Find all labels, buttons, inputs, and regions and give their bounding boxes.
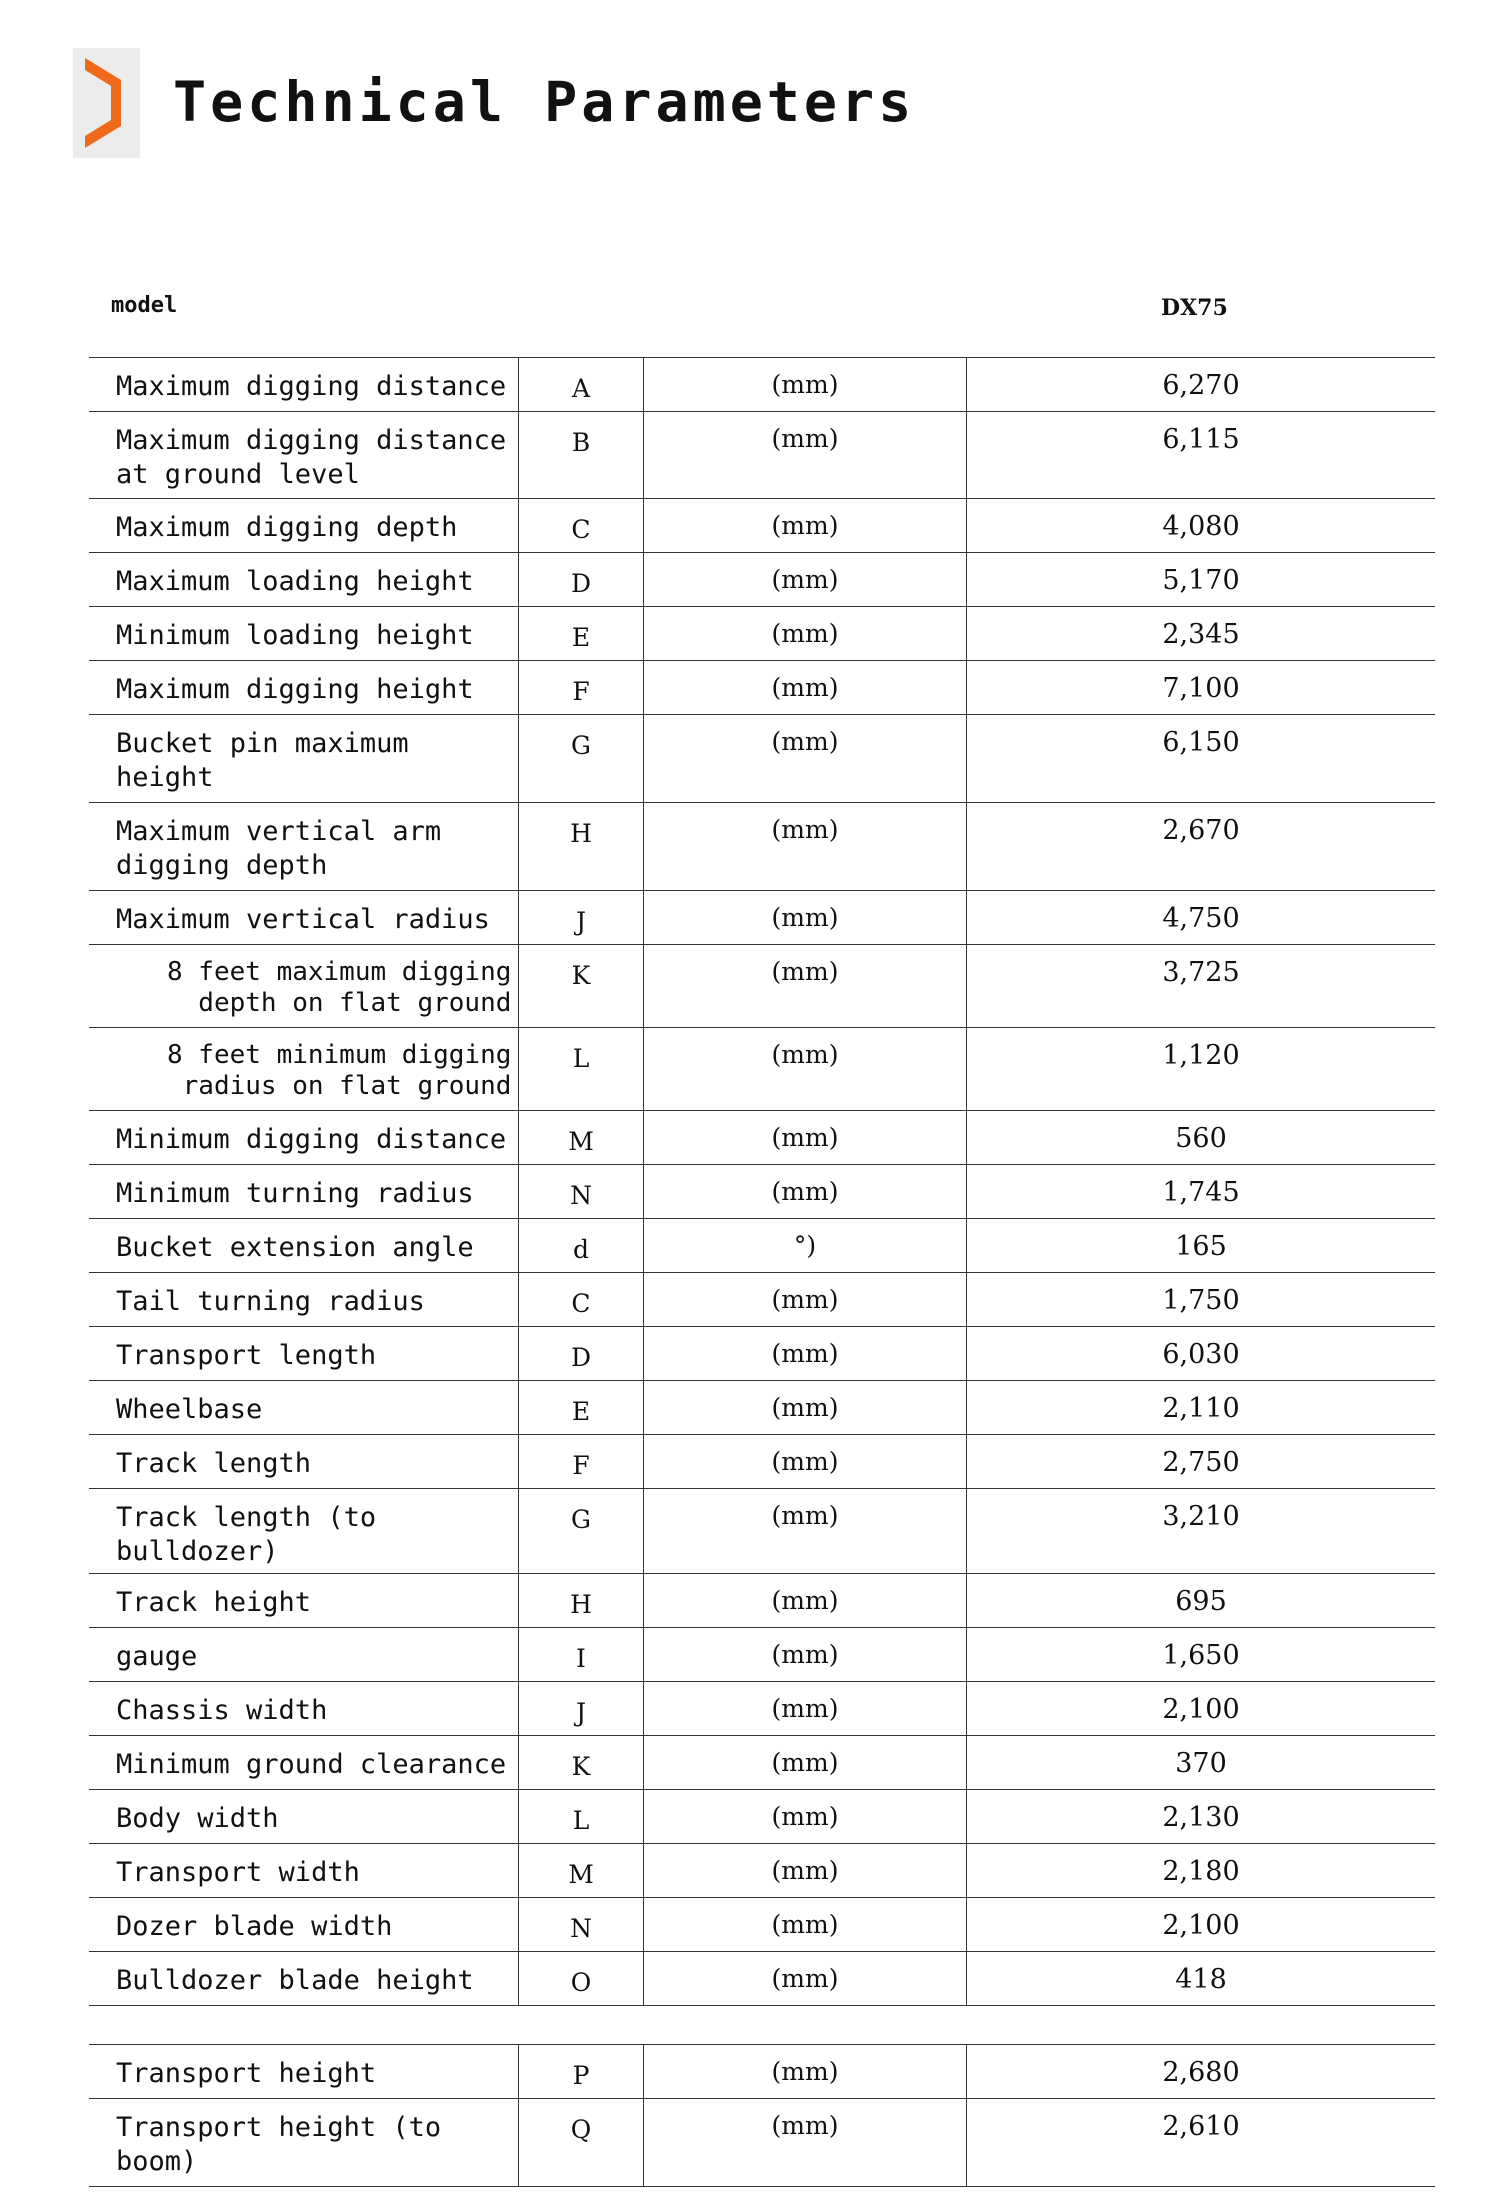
parameter-name: Track length (to bulldozer) [89,1489,519,1574]
parameter-unit: (mm) [644,1273,967,1327]
parameter-name: Minimum loading height [89,607,519,661]
table-row [89,891,1435,945]
table-row [89,945,1435,1028]
parameter-unit: (mm) [644,1327,967,1381]
table-row [89,1736,1435,1790]
parameter-name: Transport height [89,2045,519,2099]
parameter-code: A [519,358,644,412]
parameter-unit: (mm) [644,553,967,607]
parameter-unit: (mm) [644,2045,967,2099]
parameter-name: Transport length [89,1327,519,1381]
parameter-name: Bucket extension angle [89,1219,519,1273]
parameter-code: O [519,1952,644,2006]
table-row [89,553,1435,607]
table-row [89,358,1435,412]
table-row [89,1111,1435,1165]
parameter-value: 2,110 [967,1381,1436,1435]
parameter-value: 6,270 [967,358,1436,412]
parameter-name: 8 feet minimum digging radius on flat ground [89,1028,519,1111]
table-row [89,1489,1435,1574]
parameter-code: D [519,553,644,607]
parameter-value: 2,680 [967,2045,1436,2099]
parameter-unit: °) [644,1219,967,1273]
parameter-unit: (mm) [644,1381,967,1435]
parameter-value: 2,180 [967,1844,1436,1898]
parameter-unit: (mm) [644,2099,967,2187]
parameter-name: Dozer blade width [89,1898,519,1952]
table-row [89,2045,1435,2099]
parameter-value: 6,030 [967,1327,1436,1381]
parameter-name: Track length [89,1435,519,1489]
parameter-unit: (mm) [644,1952,967,2006]
table-row [89,1165,1435,1219]
parameter-value: 1,650 [967,1628,1436,1682]
parameter-name: Transport width [89,1844,519,1898]
parameter-code: P [519,2045,644,2099]
parameter-code: G [519,715,644,803]
parameter-code: K [519,945,644,1028]
parameter-unit: (mm) [644,891,967,945]
parameter-code: E [519,607,644,661]
parameter-unit: (mm) [644,1790,967,1844]
parameter-name: Minimum turning radius [89,1165,519,1219]
parameter-unit: (mm) [644,1736,967,1790]
parameter-code: J [519,1682,644,1736]
table-row [89,1219,1435,1273]
parameter-code: d [519,1219,644,1273]
parameter-unit: (mm) [644,1028,967,1111]
table-row [89,803,1435,891]
parameter-name: Wheelbase [89,1381,519,1435]
parameter-code: B [519,412,644,499]
parameter-name: Minimum digging distance [89,1111,519,1165]
parameter-value: 370 [967,1736,1436,1790]
parameter-name: Minimum ground clearance [89,1736,519,1790]
parameter-value: 4,080 [967,499,1436,553]
parameter-unit: (mm) [644,412,967,499]
parameter-name: Body width [89,1790,519,1844]
parameter-unit: (mm) [644,607,967,661]
parameter-value: 1,120 [967,1028,1436,1111]
parameter-name: Maximum digging depth [89,499,519,553]
spec-table-main [89,357,1435,2006]
parameter-name: Maximum digging height [89,661,519,715]
parameter-name: Chassis width [89,1682,519,1736]
table-row [89,1898,1435,1952]
parameter-unit: (mm) [644,1489,967,1574]
parameter-name: Maximum vertical radius [89,891,519,945]
parameter-value: 7,100 [967,661,1436,715]
parameter-value: 6,150 [967,715,1436,803]
parameter-unit: (mm) [644,803,967,891]
parameter-code: E [519,1381,644,1435]
table-row [89,715,1435,803]
parameter-value: 3,725 [967,945,1436,1028]
parameter-code: C [519,499,644,553]
parameter-code: N [519,1165,644,1219]
parameter-value: 4,750 [967,891,1436,945]
parameter-unit: (mm) [644,1898,967,1952]
parameter-value: 2,345 [967,607,1436,661]
parameter-code: J [519,891,644,945]
parameter-value: 2,100 [967,1898,1436,1952]
parameter-code: M [519,1844,644,1898]
parameter-unit: (mm) [644,1628,967,1682]
parameter-code: H [519,803,644,891]
parameter-unit: (mm) [644,358,967,412]
parameter-name: Track height [89,1574,519,1628]
parameter-code: I [519,1628,644,1682]
parameter-value: 2,100 [967,1682,1436,1736]
table-row [89,1435,1435,1489]
parameter-name: Maximum loading height [89,553,519,607]
parameter-value: 165 [967,1219,1436,1273]
table-row [89,1574,1435,1628]
parameter-code: C [519,1273,644,1327]
parameter-code: N [519,1898,644,1952]
parameter-code: L [519,1028,644,1111]
table-row [89,1628,1435,1682]
parameter-value: 2,610 [967,2099,1436,2187]
model-label: model [111,293,178,318]
table-row [89,412,1435,499]
parameter-value: 6,115 [967,412,1436,499]
orange-chevron-icon [73,48,140,158]
parameter-name: Maximum digging distance [89,358,519,412]
parameter-unit: (mm) [644,661,967,715]
parameter-code: H [519,1574,644,1628]
parameter-name: Maximum vertical arm digging depth [89,803,519,891]
parameter-value: 2,130 [967,1790,1436,1844]
parameter-unit: (mm) [644,499,967,553]
parameter-value: 1,745 [967,1165,1436,1219]
parameter-name: Bulldozer blade height [89,1952,519,2006]
parameter-code: L [519,1790,644,1844]
parameter-name: Maximum digging distance at ground level [89,412,519,499]
table-row [89,607,1435,661]
parameter-code: M [519,1111,644,1165]
parameter-code: G [519,1489,644,1574]
parameter-value: 5,170 [967,553,1436,607]
model-header [111,293,1231,323]
parameter-unit: (mm) [644,1165,967,1219]
parameter-name: 8 feet maximum digging depth on flat ground [89,945,519,1028]
parameter-unit: (mm) [644,1435,967,1489]
parameter-name: Tail turning radius [89,1273,519,1327]
table-row [89,1028,1435,1111]
parameter-value: 3,210 [967,1489,1436,1574]
parameter-code: F [519,661,644,715]
parameter-unit: (mm) [644,715,967,803]
table-row [89,1273,1435,1327]
parameter-name: gauge [89,1628,519,1682]
spec-table-extra [89,2044,1435,2187]
table-row [89,1682,1435,1736]
parameter-unit: (mm) [644,1682,967,1736]
parameter-unit: (mm) [644,1111,967,1165]
table-row [89,1327,1435,1381]
table-row [89,1790,1435,1844]
page-title: Technical Parameters [173,70,916,134]
table-row [89,499,1435,553]
table-row [89,1381,1435,1435]
parameter-unit: (mm) [644,945,967,1028]
parameter-value: 2,750 [967,1435,1436,1489]
parameter-unit: (mm) [644,1844,967,1898]
table-row [89,1844,1435,1898]
parameter-name: Transport height (to boom) [89,2099,519,2187]
parameter-value: 1,750 [967,1273,1436,1327]
parameter-value: 2,670 [967,803,1436,891]
table-row [89,2099,1435,2187]
model-value: DX75 [1161,295,1228,321]
brand-logo [73,48,140,158]
table-row [89,661,1435,715]
table-row [89,1952,1435,2006]
parameter-value: 418 [967,1952,1436,2006]
parameter-code: D [519,1327,644,1381]
parameter-code: F [519,1435,644,1489]
parameter-value: 695 [967,1574,1436,1628]
parameter-code: K [519,1736,644,1790]
parameter-value: 560 [967,1111,1436,1165]
parameter-unit: (mm) [644,1574,967,1628]
parameter-name: Bucket pin maximum height [89,715,519,803]
parameter-code: Q [519,2099,644,2187]
